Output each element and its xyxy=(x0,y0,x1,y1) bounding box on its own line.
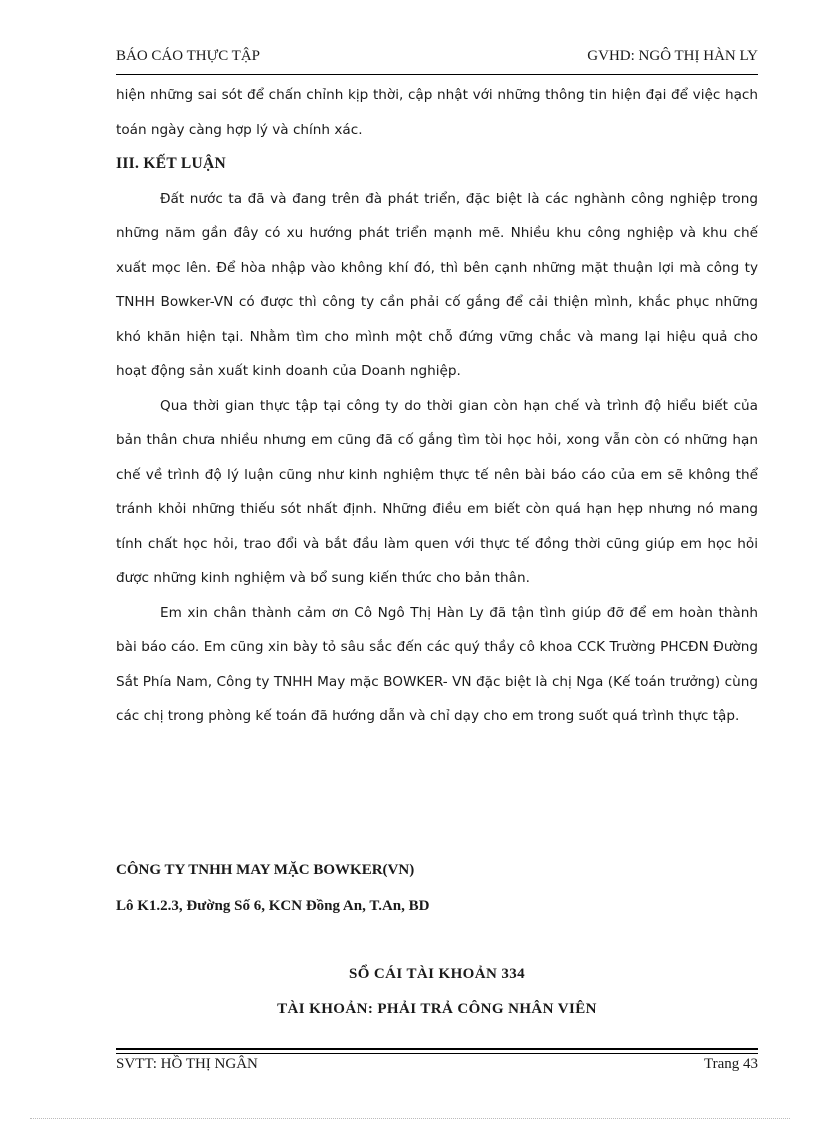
ledger-title: SỔ CÁI TÀI KHOẢN 334 xyxy=(348,966,526,982)
page-number: Trang 43 xyxy=(703,1056,758,1072)
footer-divider-thin xyxy=(116,1053,758,1054)
page-bottom-dotted-line xyxy=(30,1118,790,1119)
paragraph-2: Qua thời gian thực tập tại công ty do thời gian còn hạn chế và trình độ hiểu biết của bản thân chưa nhiều nhưng em cũng đã cố gắng tìm tòi học hỏi, xong vẫn còn có những hạn chế về trình độ lý luận cũng như kinh nghiệm thực tế nên bài báo cáo của em sẽ không thể tránh khỏi những thiếu sót nhất định. Những điều em biết còn quá hạn hẹp nhưng nó mang tính chất học hỏi, trao đổi và bắt đầu làm quen với thực tế đồng thời cũng giúp em học hỏi được những kinh nghiệm và bổ sung kiến thức cho bản thân. xyxy=(116,397,758,586)
footer-divider-thick xyxy=(116,1048,758,1050)
intro-continuation: hiện những sai sót để chấn chỉnh kịp thời, cập nhật với những thông tin hiện đại để việc hạch toán ngày càng hợp lý và chính xác. xyxy=(116,87,758,138)
company-address: Lô K1.2.3, Đường Số 6, KCN Đồng An, T.An, BD xyxy=(116,898,430,914)
ledger-subtitle: TÀI KHOẢN: PHẢI TRẢ CÔNG NHÂN VIÊN xyxy=(277,1001,597,1017)
paragraph-1: Đất nước ta đã và đang trên đà phát triển, đặc biệt là các nghành công nghiệp trong những năm gần đây có xu hướng phát triển mạnh mẽ. Nhiều khu công nghiệp và khu chế xuất mọc lên. Để hòa nhập vào không khí đó, thì bên cạnh những mặt thuận lợi mà công ty TNHH Bowker-VN có được thì công ty cần phải cố gắng để cải thiện mình, khắc phục những khó khăn hiện tại. Nhằm tìm cho mình một chỗ đứng vững chắc và mang lại hiệu quả cho hoạt động sản xuất kinh doanh của Doanh nghiệp. xyxy=(116,190,758,379)
footer-student: SVTT: HỒ THỊ NGÂN xyxy=(116,1056,258,1072)
header-supervisor: GVHD: NGÔ THỊ HÀN LY xyxy=(587,48,758,64)
body-text xyxy=(116,78,758,734)
section-heading: III. KẾT LUẬN xyxy=(116,155,226,172)
header-divider xyxy=(116,74,758,75)
paragraph-3: Em xin chân thành cảm ơn Cô Ngô Thị Hàn Ly đã tận tình giúp đỡ để em hoàn thành bài báo cáo. Em cũng xin bày tỏ sâu sắc đến các quý thầy cô khoa CCK Trường PHCĐN Đường Sắt Phía Nam, Công ty TNHH May mặc BOWKER- VN đặc biệt là chị Nga (Kế toán trưởng) cùng các chị trong phòng kế toán đã hướng dẫn và chỉ dạy cho em trong suốt quá trình thực tập. xyxy=(116,604,758,724)
company-name: CÔNG TY TNHH MAY MẶC BOWKER(VN) xyxy=(116,862,415,878)
header-report-title: BÁO CÁO THỰC TẬP xyxy=(116,48,261,64)
